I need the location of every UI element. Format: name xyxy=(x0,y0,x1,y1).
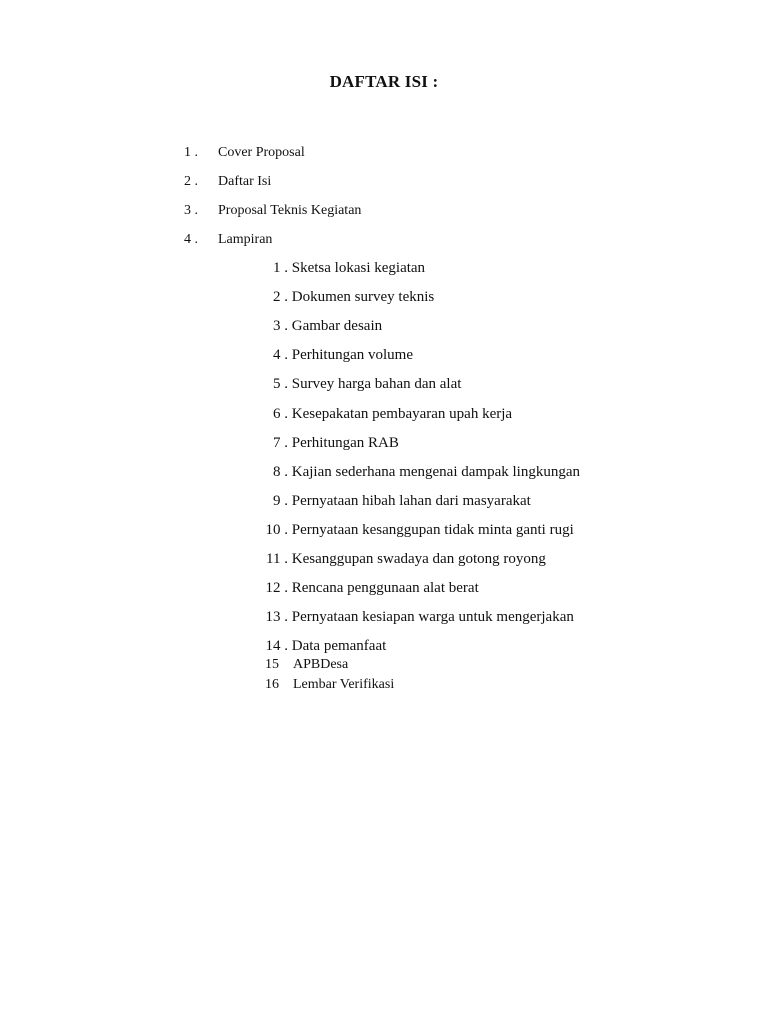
extra-item-16 xyxy=(265,677,394,693)
sub-item-number: 3 . xyxy=(273,318,288,334)
main-item-number: 3 . xyxy=(184,203,198,218)
sub-item-label: Survey harga bahan dan alat xyxy=(291,376,462,392)
sub-item-number: 11 . xyxy=(266,551,288,567)
sub-item-label: Rencana penggunaan alat berat xyxy=(291,580,479,596)
extra-item-number: 16 xyxy=(265,677,279,692)
sub-item-number: 13 . xyxy=(265,609,288,625)
main-item-label: Daftar Isi xyxy=(218,174,272,189)
sub-item-13 xyxy=(258,608,574,626)
sub-item-label: Kesepakatan pembayaran upah kerja xyxy=(291,406,513,422)
extra-item-15 xyxy=(265,657,348,673)
main-item-cover xyxy=(184,145,305,161)
sub-item-7 xyxy=(258,434,399,452)
extra-item-label: APBDesa xyxy=(293,657,349,672)
sub-item-label: Perhitungan RAB xyxy=(291,435,399,451)
extra-item-number: 15 xyxy=(265,657,279,672)
sub-item-10 xyxy=(258,521,574,539)
main-item-number: 2 . xyxy=(184,174,198,189)
sub-item-number: 6 . xyxy=(273,406,288,422)
sub-item-number: 5 . xyxy=(273,376,288,392)
sub-item-number: 2 . xyxy=(273,289,288,305)
sub-item-number: 7 . xyxy=(273,435,288,451)
sub-item-9 xyxy=(258,492,531,510)
main-item-label: Lampiran xyxy=(218,232,273,247)
sub-item-14 xyxy=(258,637,386,655)
sub-item-number: 9 . xyxy=(273,493,288,509)
sub-item-4 xyxy=(258,346,413,364)
sub-item-3 xyxy=(258,317,382,335)
sub-item-number: 10 . xyxy=(265,522,288,538)
sub-item-label: Perhitungan volume xyxy=(291,347,413,363)
page-title: DAFTAR ISI : xyxy=(329,72,439,91)
sub-item-label: Pernyataan hibah lahan dari masyarakat xyxy=(291,493,531,509)
sub-item-8 xyxy=(258,463,580,481)
main-item-number: 1 . xyxy=(184,145,198,160)
sub-item-number: 12 . xyxy=(265,580,288,596)
sub-item-2 xyxy=(258,288,434,306)
sub-item-number: 4 . xyxy=(273,347,288,363)
sub-item-label: Kajian sederhana mengenai dampak lingkungan xyxy=(291,464,580,480)
sub-item-number: 1 . xyxy=(273,260,288,276)
sub-item-1 xyxy=(258,259,425,277)
sub-item-label: Data pemanfaat xyxy=(291,638,387,654)
main-item-proposal-teknis xyxy=(184,203,361,219)
main-item-label: Proposal Teknis Kegiatan xyxy=(218,203,362,218)
extra-item-label: Lembar Verifikasi xyxy=(293,677,395,692)
sub-item-12 xyxy=(258,579,479,597)
sub-item-label: Pernyataan kesiapan warga untuk mengerjakan xyxy=(291,609,574,625)
sub-item-11 xyxy=(258,550,546,568)
sub-item-5 xyxy=(258,375,461,393)
sub-item-label: Pernyataan kesanggupan tidak minta ganti rugi xyxy=(291,522,574,538)
main-item-lampiran xyxy=(184,232,272,248)
sub-item-number: 8 . xyxy=(273,464,288,480)
main-item-daftar-isi xyxy=(184,174,271,190)
sub-item-number: 14 . xyxy=(265,638,288,654)
sub-item-6 xyxy=(258,405,512,423)
sub-item-label: Gambar desain xyxy=(291,318,383,334)
sub-item-label: Kesanggupan swadaya dan gotong royong xyxy=(291,551,546,567)
main-item-number: 4 . xyxy=(184,232,198,247)
sub-item-label: Sketsa lokasi kegiatan xyxy=(291,260,426,276)
sub-item-label: Dokumen survey teknis xyxy=(291,289,435,305)
main-item-label: Cover Proposal xyxy=(218,145,305,160)
